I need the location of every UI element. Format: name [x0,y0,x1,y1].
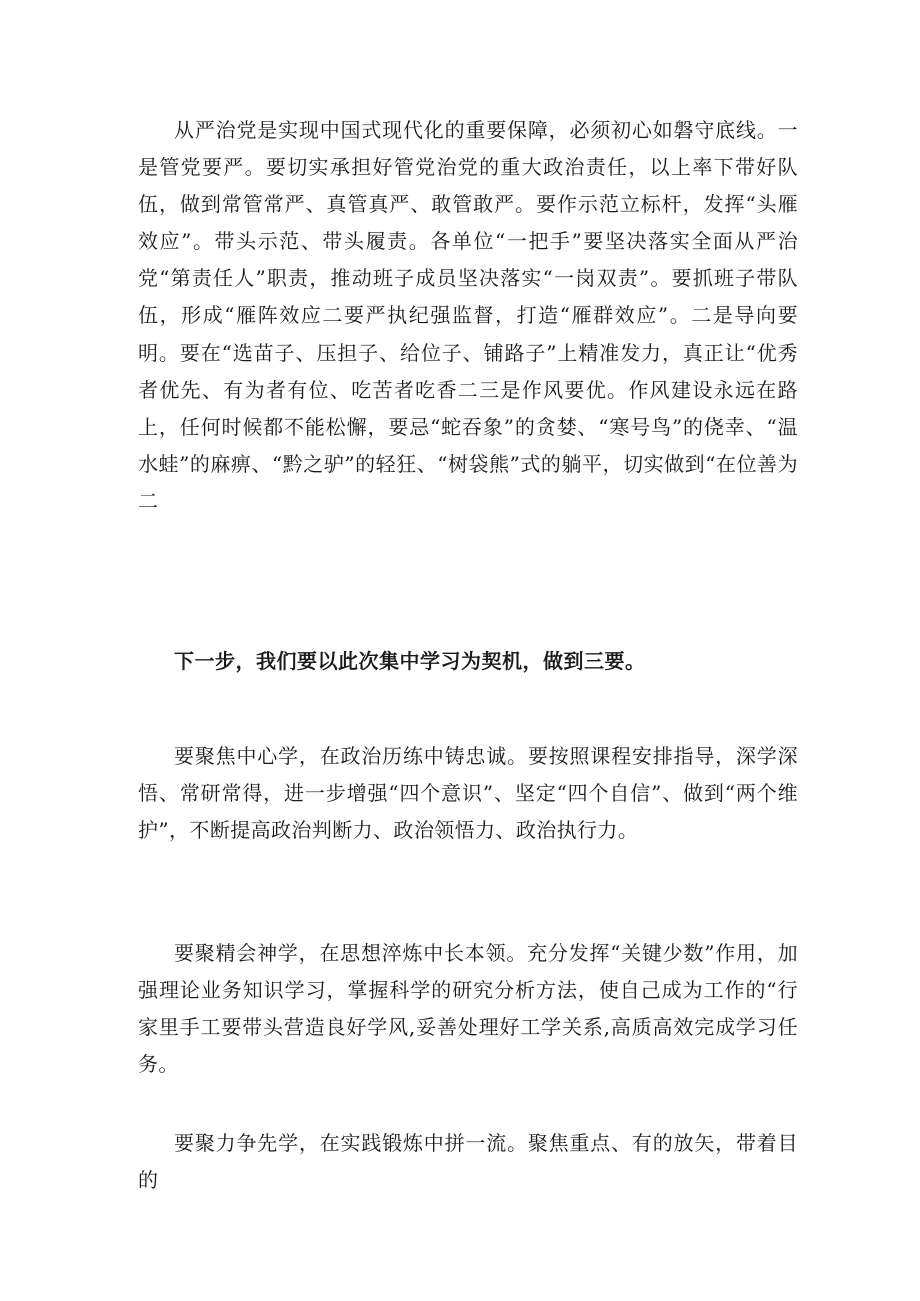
paragraph-strive-first: 要聚力争先学，在实践锻炼中拼一流。聚焦重点、有的放矢，带着目的 [138,1131,798,1192]
paragraph-focus-center: 要聚焦中心学，在政治历练中铸忠诚。要按照课程安排指导，深学深悟、常研常得，进一步增强“四个意识”、坚定“四个自信”、做到“两个维护”，不断提高政治判断力、政治领悟力、政治执行力。 [138,744,798,842]
paragraph-strict-governance: 从严治党是实现中国式现代化的重要保障，必须初心如磐守底线。一是管党要严。要切实承担好管党治党的重大政治责任，以上率下带好队伍，做到常管常严、真管真严、敢管敢严。要作示范立标杆，发挥“头雁效应”。带头示范、带头履责。各单位“一把手”要坚决落实全面从严治党“第责任人”职责，推动班子成员坚决落实“一岗双责”。要抓班子带队伍，形成“雁阵效应二要严执纪强监督，打造“雁群效应”。二是导向要明。要在“选苗子、压担子、给位子、铺路子”上精准发力，真正让“优秀者优先、有为者有位、吃苦者吃香二三是作风要优。作风建设永远在路上，任何时候都不能松懈，要忌“蛇吞象”的贪婪、“寒号鸟”的侥幸、“温水蛙”的麻痹、“黔之驴”的轻狂、“树袋熊”式的躺平，切实做到“在位善为二 [138,118,798,513]
section-heading: 下一步，我们要以此次集中学习为契机，做到三要。 [174,649,646,673]
paragraph-concentrate-mind: 要聚精会神学，在思想淬炼中长本领。充分发挥“关键少数”作用，加强理论业务知识学习，掌握科学的研究分析方法，使自己成为工作的“行家里手工要带头营造良好学风,妥善处理好工学关系,高质高效完成学习任务。 [138,941,798,1076]
